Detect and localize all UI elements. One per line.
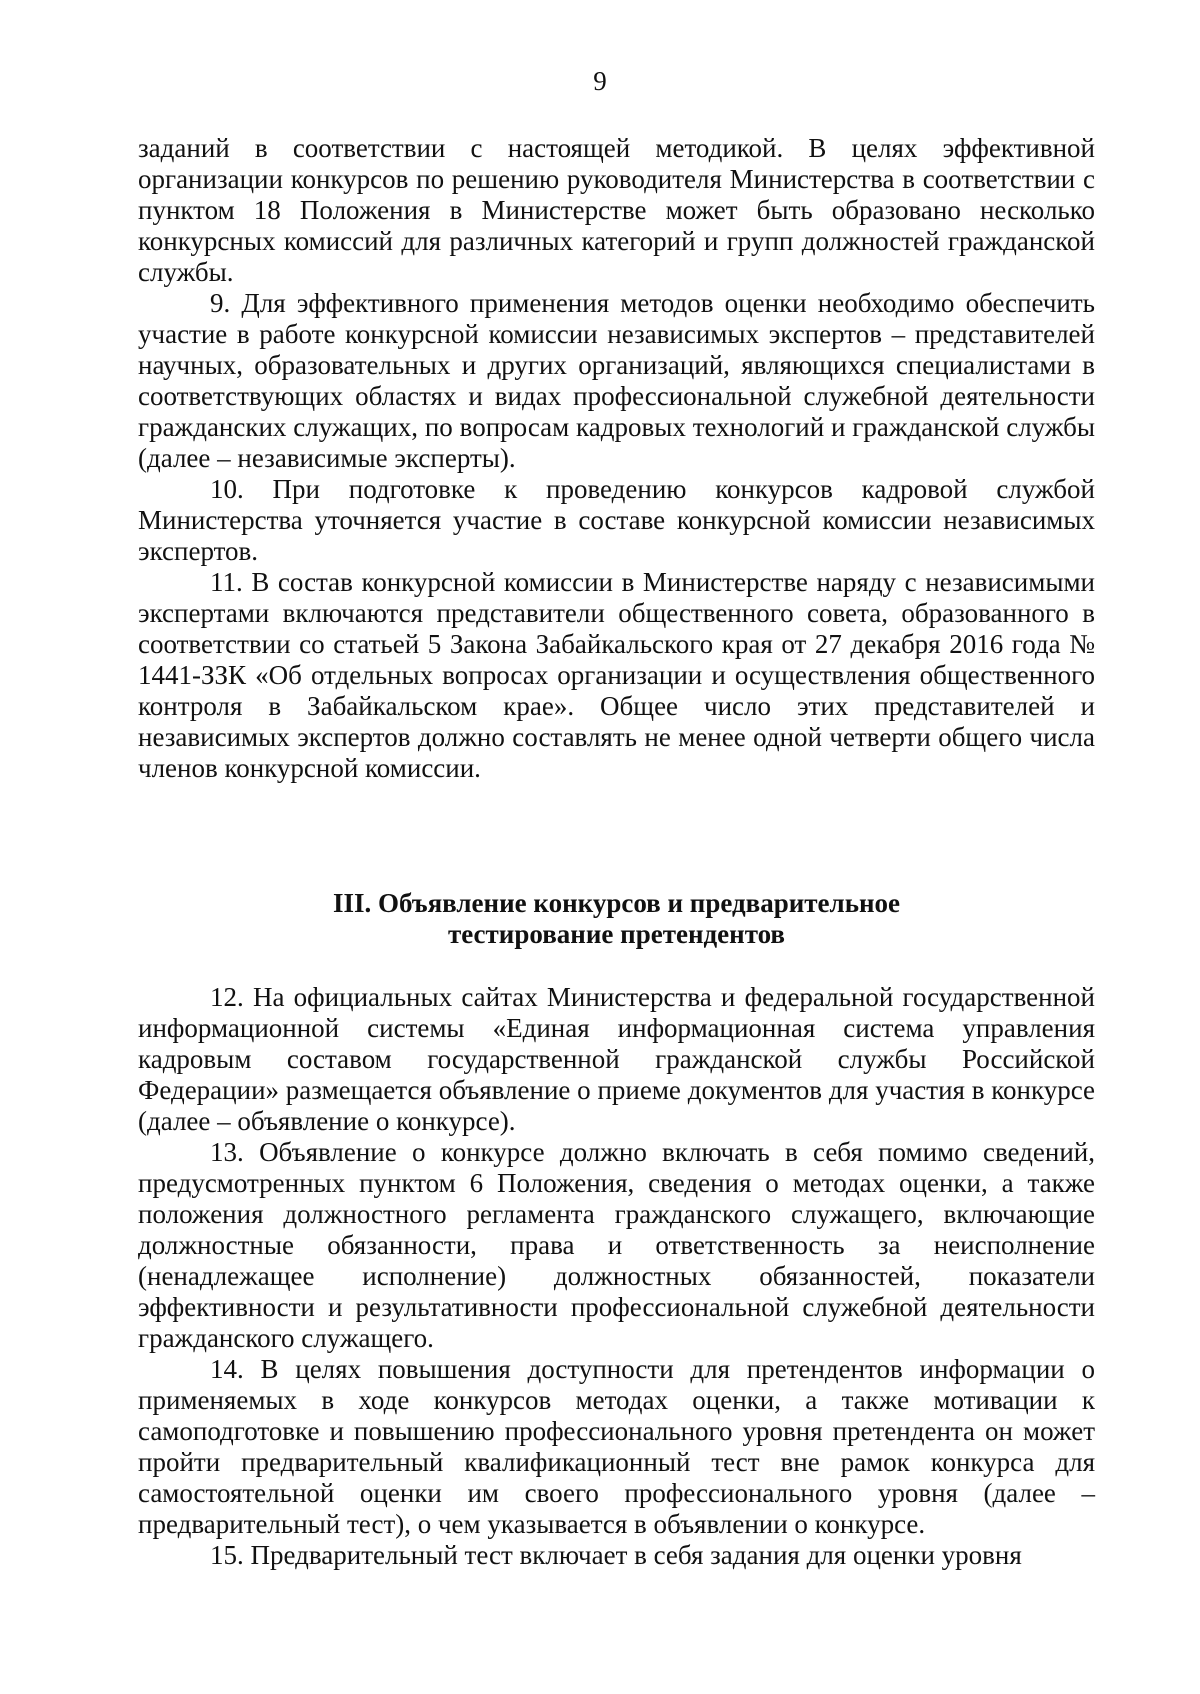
page-number: 9 xyxy=(593,66,607,96)
text-block-top xyxy=(138,133,1095,784)
paragraph-14: 14. В целях повышения доступности для претендентов информации о применяемых в ходе конкурсов методах оценки, а также мотивации к самоподготовке и повышению профессионального уровня претендента он может пройти предварительный квалификационный тест вне рамок конкурса для самостоятельной оценки им своего профессионального уровня (далее – предварительный тест), о чем указывается в объявлении о конкурсе. xyxy=(138,1354,1095,1539)
section-heading-line-2: тестирование претендентов xyxy=(447,919,786,949)
section-heading-line-1: III. Объявление конкурсов и предварительное xyxy=(332,888,901,918)
section-heading xyxy=(138,888,1095,950)
paragraph-15: 15. Предварительный тест включает в себя задания для оценки уровня xyxy=(210,1540,1022,1570)
paragraph-11: 11. В состав конкурсной комиссии в Министерстве наряду с независимыми экспертами включаются представители общественного совета, образованного в соответствии со статьей 5 Закона Забайкальского края от 27 декабря 2016 года № 1441-ЗЗК «Об отдельных вопросах организации и осуществления общественного контроля в Забайкальском крае». Общее число этих представителей и независимых экспертов должно составлять не менее одной четверти общего числа членов конкурсной комиссии. xyxy=(138,567,1095,783)
text-block-bottom xyxy=(138,982,1095,1571)
paragraph-10: 10. При подготовке к проведению конкурсов кадровой службой Министерства уточняется участие в составе конкурсной комиссии независимых экспертов. xyxy=(138,474,1095,566)
paragraph-continuation: заданий в соответствии с настоящей методикой. В целях эффективной организации конкурсов по решению руководителя Министерства в соответствии с пунктом 18 Положения в Министерстве может быть образовано несколько конкурсных комиссий для различных категорий и групп должностей гражданской службы. xyxy=(138,133,1095,287)
paragraph-12: 12. На официальных сайтах Министерства и федеральной государственной информационной системы «Единая информационная система управления кадровым составом государственной гражданской службы Российской Федерации» размещается объявление о приеме документов для участия в конкурсе (далее – объявление о конкурсе). xyxy=(138,982,1095,1136)
paragraph-9: 9. Для эффективного применения методов оценки необходимо обеспечить участие в работе конкурсной комиссии независимых экспертов – представителей научных, образовательных и других организаций, являющихся специалистами в соответствующих областях и видах профессиональной служебной деятельности гражданских служащих, по вопросам кадровых технологий и гражданской службы (далее – независимые эксперты). xyxy=(138,288,1095,473)
paragraph-13: 13. Объявление о конкурсе должно включать в себя помимо сведений, предусмотренных пунктом 6 Положения, сведения о методах оценки, а также положения должностного регламента гражданского служащего, включающие должностные обязанности, права и ответственность за неисполнение (ненадлежащее исполнение) должностных обязанностей, показатели эффективности и результативности профессиональной служебной деятельности гражданского служащего. xyxy=(138,1137,1095,1353)
